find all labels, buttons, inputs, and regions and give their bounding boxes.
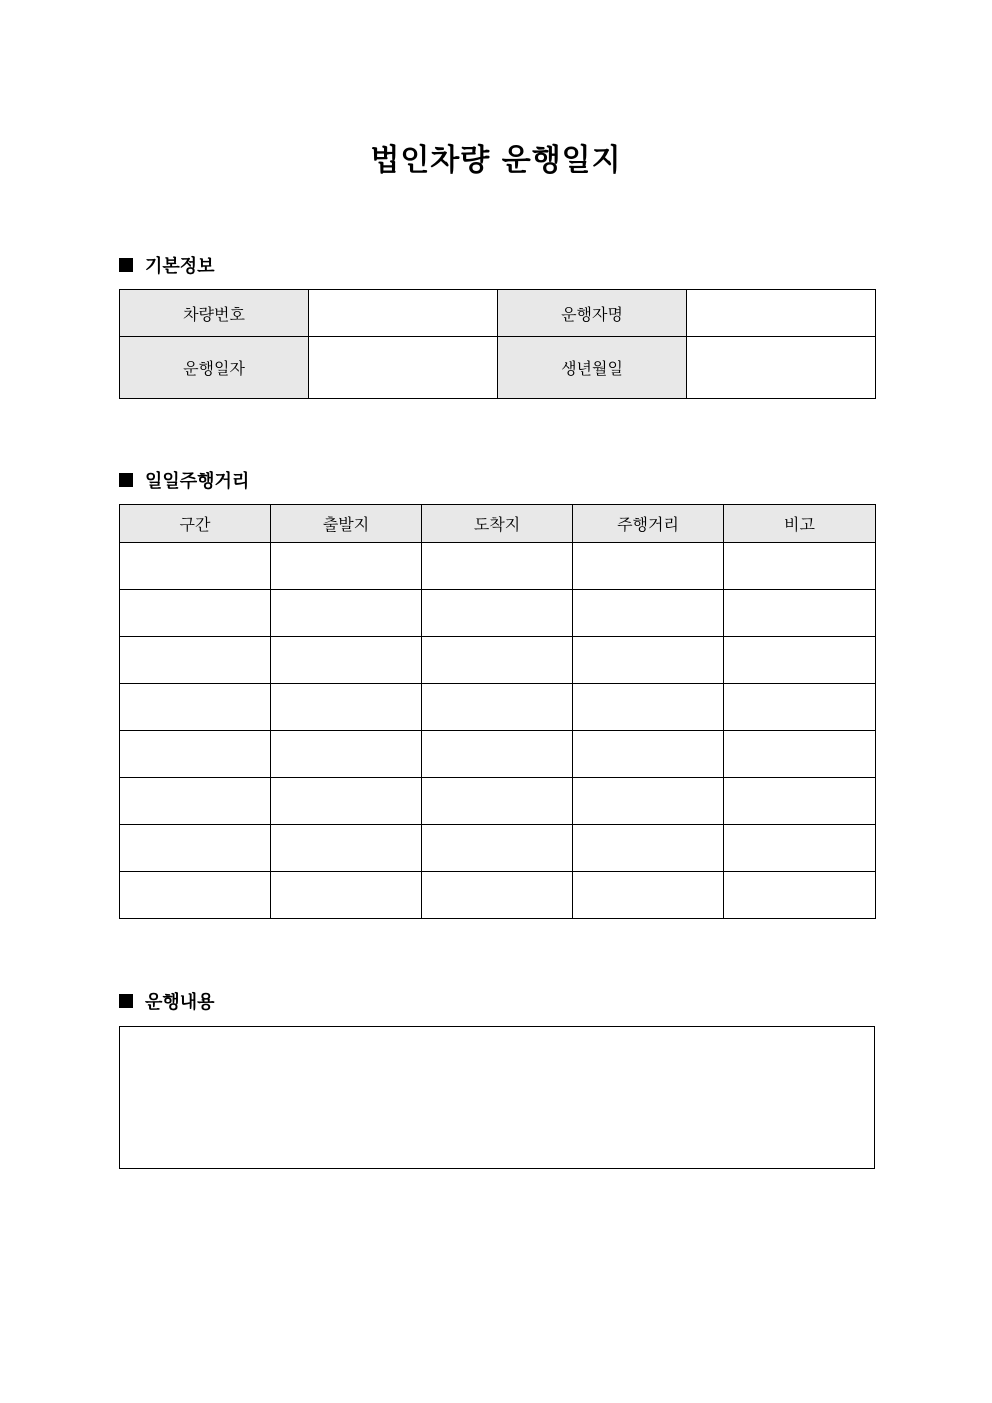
cell-arrival[interactable]: [422, 872, 573, 919]
cell-departure[interactable]: [271, 637, 422, 684]
cell-distance[interactable]: [573, 543, 724, 590]
table-row: [120, 337, 876, 399]
daily-mileage-body: [120, 543, 876, 919]
cell-segment[interactable]: [120, 778, 271, 825]
table-row: [120, 637, 876, 684]
section-heading-drive-content: [119, 989, 215, 1013]
table-row: [120, 590, 876, 637]
cell-arrival[interactable]: [422, 543, 573, 590]
cell-arrival[interactable]: [422, 637, 573, 684]
birth-date-field[interactable]: [687, 337, 876, 399]
cell-remarks[interactable]: [724, 872, 876, 919]
table-row: [120, 825, 876, 872]
table-header-row: [120, 505, 876, 543]
birth-date-label: 생년월일: [498, 337, 687, 399]
cell-distance[interactable]: [573, 637, 724, 684]
cell-arrival[interactable]: [422, 825, 573, 872]
cell-distance[interactable]: [573, 778, 724, 825]
column-header-departure: 출발지: [271, 505, 422, 543]
cell-arrival[interactable]: [422, 731, 573, 778]
section-heading-label: 기본정보: [145, 256, 215, 277]
cell-segment[interactable]: [120, 684, 271, 731]
table-row: [120, 778, 876, 825]
cell-remarks[interactable]: [724, 590, 876, 637]
cell-departure[interactable]: [271, 684, 422, 731]
cell-segment[interactable]: [120, 637, 271, 684]
cell-remarks[interactable]: [724, 637, 876, 684]
cell-distance[interactable]: [573, 872, 724, 919]
column-header-distance: 주행거리: [573, 505, 724, 543]
cell-departure[interactable]: [271, 778, 422, 825]
cell-distance[interactable]: [573, 825, 724, 872]
cell-remarks[interactable]: [724, 684, 876, 731]
black-square-icon: [119, 473, 133, 487]
cell-arrival[interactable]: [422, 778, 573, 825]
section-heading-daily-mileage: [119, 468, 249, 492]
table-row: [120, 684, 876, 731]
black-square-icon: [119, 258, 133, 272]
cell-departure[interactable]: [271, 731, 422, 778]
cell-remarks[interactable]: [724, 778, 876, 825]
driver-name-field[interactable]: [687, 290, 876, 337]
cell-distance[interactable]: [573, 684, 724, 731]
column-header-segment: 구간: [120, 505, 271, 543]
column-header-remarks: 비고: [724, 505, 876, 543]
cell-remarks[interactable]: [724, 825, 876, 872]
cell-remarks[interactable]: [724, 543, 876, 590]
drive-content-field[interactable]: [119, 1026, 875, 1169]
table-row: [120, 731, 876, 778]
section-heading-label: 운행내용: [145, 992, 215, 1013]
vehicle-number-label: 차량번호: [120, 290, 309, 337]
driver-name-label: 운행자명: [498, 290, 687, 337]
section-heading-basic-info: [119, 253, 215, 277]
cell-segment[interactable]: [120, 543, 271, 590]
cell-departure[interactable]: [271, 543, 422, 590]
cell-segment[interactable]: [120, 872, 271, 919]
table-row: [120, 543, 876, 590]
cell-departure[interactable]: [271, 872, 422, 919]
page-title: 법인차량 운행일지: [370, 143, 622, 178]
cell-remarks[interactable]: [724, 731, 876, 778]
cell-arrival[interactable]: [422, 684, 573, 731]
table-row: [120, 290, 876, 337]
cell-arrival[interactable]: [422, 590, 573, 637]
section-heading-label: 일일주행거리: [145, 471, 250, 492]
vehicle-number-field[interactable]: [309, 290, 498, 337]
basic-info-table: [119, 289, 876, 399]
cell-segment[interactable]: [120, 825, 271, 872]
black-square-icon: [119, 994, 133, 1008]
table-row: [120, 872, 876, 919]
column-header-arrival: 도착지: [422, 505, 573, 543]
cell-departure[interactable]: [271, 590, 422, 637]
daily-mileage-table: [119, 504, 876, 919]
cell-distance[interactable]: [573, 731, 724, 778]
drive-date-label: 운행일자: [120, 337, 309, 399]
drive-date-field[interactable]: [309, 337, 498, 399]
cell-segment[interactable]: [120, 590, 271, 637]
cell-departure[interactable]: [271, 825, 422, 872]
cell-distance[interactable]: [573, 590, 724, 637]
cell-segment[interactable]: [120, 731, 271, 778]
